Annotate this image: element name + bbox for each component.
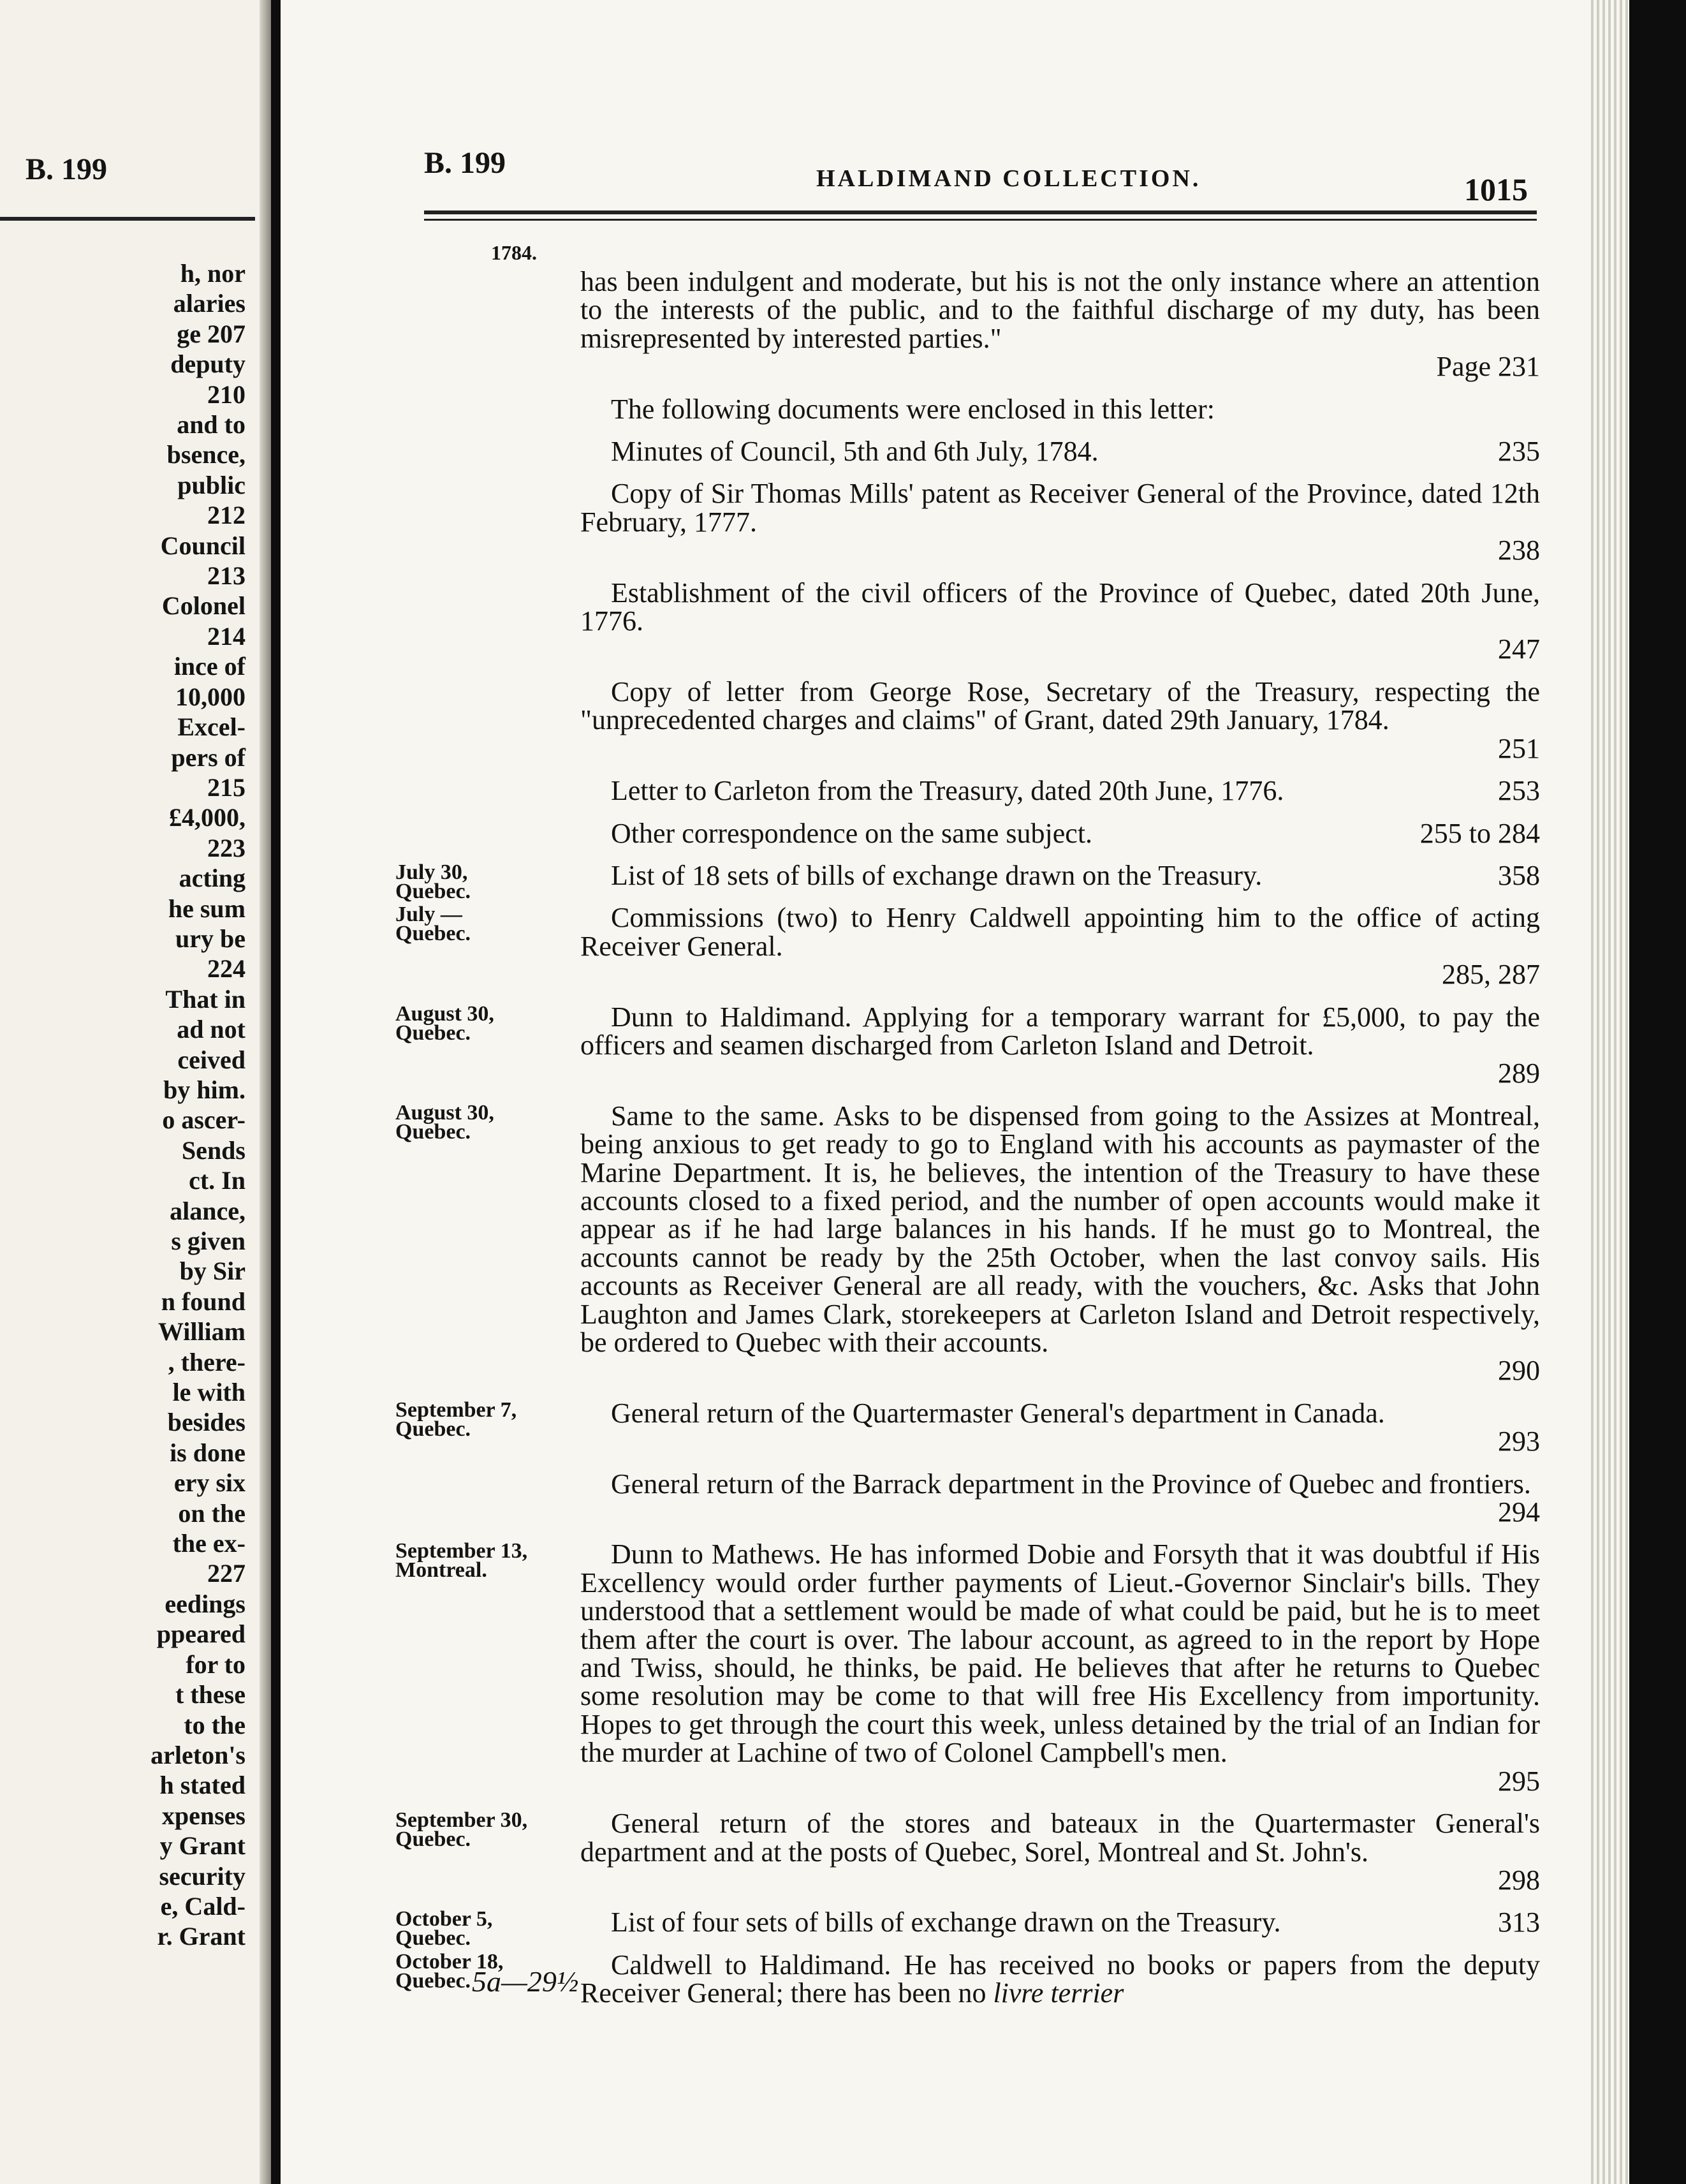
facing-page-line: arleton's xyxy=(150,1740,246,1769)
facing-page-line: pers of xyxy=(171,742,246,772)
calendar-entry xyxy=(395,1470,1540,1527)
entry-body xyxy=(580,268,1540,381)
facing-page-line: s given xyxy=(171,1227,246,1255)
entry-date: July 30, Quebec. xyxy=(395,860,471,903)
calendar-entry xyxy=(395,480,1540,564)
facing-page-line: is done xyxy=(170,1438,246,1467)
entry-text: Establishment of the civil officers of the Province of Quebec, dated 20th June, 1776. xyxy=(580,577,1540,637)
facing-page-line: by him. xyxy=(163,1075,246,1104)
entry-body xyxy=(580,777,1540,805)
main-page xyxy=(281,0,1629,2184)
entry-page-ref: 253 xyxy=(1498,775,1540,807)
entry-body xyxy=(580,579,1540,664)
entry-text: Commissions (two) to Henry Caldwell appointing him to the office of acting Receiver General. xyxy=(580,902,1540,962)
facing-page-line: r. Grant xyxy=(157,1922,246,1951)
entry-body xyxy=(580,395,1540,424)
entry-text: Caldwell to Haldimand. He has received no books or papers from the deputy Receiver General; there has been no xyxy=(580,1949,1540,2009)
entry-body xyxy=(580,1102,1540,1385)
entry-date: October 5, Quebec. xyxy=(395,1907,493,1951)
calendar-entry xyxy=(395,438,1540,466)
calendar-entry xyxy=(395,1399,1540,1456)
facing-page-line: William xyxy=(158,1317,246,1347)
entry-page-ref: 294 xyxy=(1498,1496,1540,1528)
entry-text: Same to the same. Asks to be dispensed from going to the Assizes at Montreal, being anxious to get ready to go to England with his accounts as paymaster of the Marine Department. It is, he believes, the intention of the Treasury to have these accounts closed to a fixed period, and the number of open accounts would make it appear as if he had large balances in his hands. If he must go to Montreal, the accounts cannot be ready by the 25th October, when the last convoy sails. His accounts as Receiver General are all ready, with the vouchers, &c. Asks that John Laughton and James Clark, storekeepers at Carleton Island and Detroit respectively, be ordered to Quebec with their accounts. xyxy=(580,1100,1540,1358)
entry-page-ref: 313 xyxy=(1498,1907,1540,1938)
entry-date: October 18, Quebec. xyxy=(395,1949,504,1993)
entry-date: September 7, Quebec. xyxy=(395,1398,517,1441)
facing-page-line: ery six xyxy=(173,1468,246,1498)
facing-page-line: and to xyxy=(177,410,246,439)
facing-page-line: 223 xyxy=(207,833,246,862)
facing-page-line: security xyxy=(159,1861,246,1891)
facing-page-line: 227 xyxy=(207,1559,246,1588)
facing-page-line: h, nor xyxy=(180,259,246,288)
facing-page-line: ceived xyxy=(177,1045,246,1074)
facing-page-text xyxy=(150,258,246,1952)
entry-page-ref: 251 xyxy=(1498,732,1540,764)
entry-text: Other correspondence on the same subject. xyxy=(611,817,1093,849)
facing-page-line: ppeared xyxy=(156,1620,246,1649)
entry-page-ref: 293 xyxy=(1498,1426,1540,1457)
entry-text: General return of the stores and bateaux in the Quartermaster General's department and at the posts of Quebec, Sorel, Montreal and St. John's. xyxy=(580,1808,1540,1868)
facing-page-line: public xyxy=(177,470,246,499)
entry-text: Minutes of Council, 5th and 6th July, 1784. xyxy=(611,436,1099,468)
entry-body xyxy=(580,904,1540,989)
page-number: 1015 xyxy=(1464,172,1528,207)
entry-page-ref: 238 xyxy=(1498,535,1540,566)
year-label: 1784. xyxy=(491,241,537,264)
facing-page xyxy=(0,0,271,2184)
entry-body xyxy=(580,480,1540,564)
facing-page-line: le with xyxy=(172,1378,246,1407)
facing-page-line: ince of xyxy=(173,652,246,681)
entry-text: List of four sets of bills of exchange drawn on the Treasury. xyxy=(611,1907,1281,1938)
entry-page-ref: 255 to 284 xyxy=(1419,817,1540,849)
facing-page-line: by Sir xyxy=(179,1257,246,1286)
facing-page-line: besides xyxy=(167,1408,246,1437)
header-rule xyxy=(424,210,1537,214)
entry-date: September 13, Montreal. xyxy=(395,1539,528,1583)
facing-page-line: on the xyxy=(178,1498,246,1528)
entry-body xyxy=(580,859,1540,891)
entry-body xyxy=(580,1951,1540,2008)
facing-page-line: , there- xyxy=(168,1347,246,1376)
facing-page-line: n found xyxy=(161,1287,246,1316)
facing-page-line: he sum xyxy=(168,894,246,923)
entry-body xyxy=(580,1003,1540,1088)
facing-page-line: Sends xyxy=(181,1135,246,1165)
entry-text: Dunn to Haldimand. Applying for a temporary warrant for £5,000, to pay the officers and seamen discharged from Carleton Island and Detroit. xyxy=(580,1001,1540,1061)
entry-page-ref: 289 xyxy=(1498,1058,1540,1089)
entry-body xyxy=(580,1470,1540,1527)
entry-page-ref: 290 xyxy=(1498,1355,1540,1387)
entry-body xyxy=(580,817,1540,849)
calendar-entry xyxy=(395,675,1540,764)
calendar-entry xyxy=(395,1907,1540,1951)
calendar-entry xyxy=(395,1003,1540,1088)
facing-page-line: deputy xyxy=(170,350,246,379)
page-edge xyxy=(1591,0,1629,2184)
calendar-entry xyxy=(395,395,1540,424)
entry-page-ref: 247 xyxy=(1498,633,1540,665)
facing-page-line: ct. In xyxy=(189,1166,246,1195)
entries-list xyxy=(395,268,1540,2022)
facing-page-line: 215 xyxy=(207,772,246,802)
calendar-entry xyxy=(395,268,1540,381)
facing-page-line: alance, xyxy=(170,1196,246,1225)
signature-mark: 5a—29½ xyxy=(472,1965,579,1998)
entry-page-ref: 235 xyxy=(1498,436,1540,468)
facing-page-line: for to xyxy=(186,1649,246,1679)
facing-page-line: to the xyxy=(184,1710,246,1739)
facing-page-line: the ex- xyxy=(172,1529,246,1558)
entry-text: The following documents were enclosed in this letter: xyxy=(611,393,1215,425)
facing-page-line: Excel- xyxy=(177,712,246,742)
facing-page-line: xpenses xyxy=(161,1801,246,1830)
entry-body xyxy=(580,438,1540,466)
entry-text: Letter to Carleton from the Treasury, dated 20th June, 1776. xyxy=(611,775,1284,807)
facing-page-line: 213 xyxy=(207,561,246,591)
entry-body xyxy=(580,675,1540,764)
calendar-entry xyxy=(395,904,1540,989)
entry-page-ref: 295 xyxy=(1498,1765,1540,1797)
facing-page-line: e, Cald- xyxy=(160,1891,246,1921)
entry-date: July — Quebec. xyxy=(395,903,471,946)
facing-page-rule xyxy=(0,217,255,221)
facing-page-line: 210 xyxy=(207,380,246,409)
facing-page-line: ad not xyxy=(177,1015,246,1044)
facing-page-line: bsence, xyxy=(166,440,246,469)
entry-date: August 30, Quebec. xyxy=(395,1001,494,1045)
entry-body xyxy=(580,1399,1540,1456)
facing-page-line: y Grant xyxy=(159,1831,246,1861)
entry-text: General return of the Barrack department in the Province of Quebec and frontiers. xyxy=(611,1468,1531,1500)
facing-page-line: ury be xyxy=(175,924,246,953)
running-title: HALDIMAND COLLECTION. xyxy=(816,165,1201,192)
facing-page-line: t these xyxy=(175,1680,246,1709)
entry-page-ref: Page 231 xyxy=(1436,351,1540,383)
calendar-entry xyxy=(395,817,1540,849)
entry-body xyxy=(580,1810,1540,1894)
entry-text: List of 18 sets of bills of exchange drawn on the Treasury. xyxy=(611,859,1263,891)
calendar-entry xyxy=(395,1810,1540,1894)
page-id: B. 199 xyxy=(424,146,506,180)
facing-page-line: alaries xyxy=(173,289,246,318)
entry-text: Dunn to Mathews. He has informed Dobie and Forsyth that it was doubtful if His Excellency would order further payments of Lieut.-Governor Sinclair's bills. They understood that a settlement would be made of what could be paid, but he is to meet them after the court is over. The labour account, as agreed to in the report by Hope and Twiss, should, he thinks, be paid. He believes that after he returns to Quebec some resolution may be come to that will free His Excellency from importunity. Hopes to get through the court this week, unless detained by the trial of an Indian for the murder at Lachine of two of Colonel Campbell's men. xyxy=(580,1538,1540,1769)
entry-page-ref: 358 xyxy=(1498,859,1540,891)
entry-page-ref: 285, 287 xyxy=(1442,959,1540,991)
facing-page-line: ge 207 xyxy=(177,319,246,348)
facing-page-line: That in xyxy=(165,984,246,1014)
facing-page-line: Council xyxy=(160,531,246,560)
facing-page-line: o ascer- xyxy=(162,1105,246,1135)
facing-page-line: eedings xyxy=(165,1589,246,1618)
facing-page-line: Colonel xyxy=(161,591,246,621)
facing-page-header: B. 199 xyxy=(26,152,108,186)
entry-page-ref: 298 xyxy=(1498,1864,1540,1896)
page-gutter xyxy=(260,0,271,2184)
entry-text: has been indulgent and moderate, but his is not the only instance where an attention to the interests of the public, and to the faithful discharge of my duty, has been misrepresented by interested parties." xyxy=(580,266,1540,354)
facing-page-line: 214 xyxy=(207,621,246,651)
facing-page-line: £4,000, xyxy=(169,803,246,832)
facing-page-line: h stated xyxy=(159,1771,246,1800)
entry-date: September 30, Quebec. xyxy=(395,1808,528,1852)
facing-page-line: 212 xyxy=(207,501,246,530)
calendar-entry xyxy=(395,777,1540,805)
calendar-entry xyxy=(395,579,1540,664)
entry-date: August 30, Quebec. xyxy=(395,1100,494,1144)
entry-body xyxy=(580,1540,1540,1796)
facing-page-line: 10,000 xyxy=(175,682,246,711)
entry-body xyxy=(580,1908,1540,1937)
entry-text: General return of the Quartermaster General's department in Canada. xyxy=(611,1397,1385,1429)
facing-page-line: acting xyxy=(179,864,246,893)
calendar-entry xyxy=(395,1102,1540,1385)
entry-text: Copy of letter from George Rose, Secretary of the Treasury, respecting the "unprecedented charges and claims" of Grant, dated 29th January, 1784. xyxy=(580,675,1540,736)
calendar-entry xyxy=(395,1540,1540,1796)
calendar-entry xyxy=(395,859,1540,903)
entry-italic-text: livre terrier xyxy=(993,1977,1124,2009)
facing-page-line: 224 xyxy=(207,954,246,984)
header-rule-thin xyxy=(424,219,1537,221)
entry-text: Copy of Sir Thomas Mills' patent as Receiver General of the Province, dated 12th February, 1777. xyxy=(580,478,1540,538)
